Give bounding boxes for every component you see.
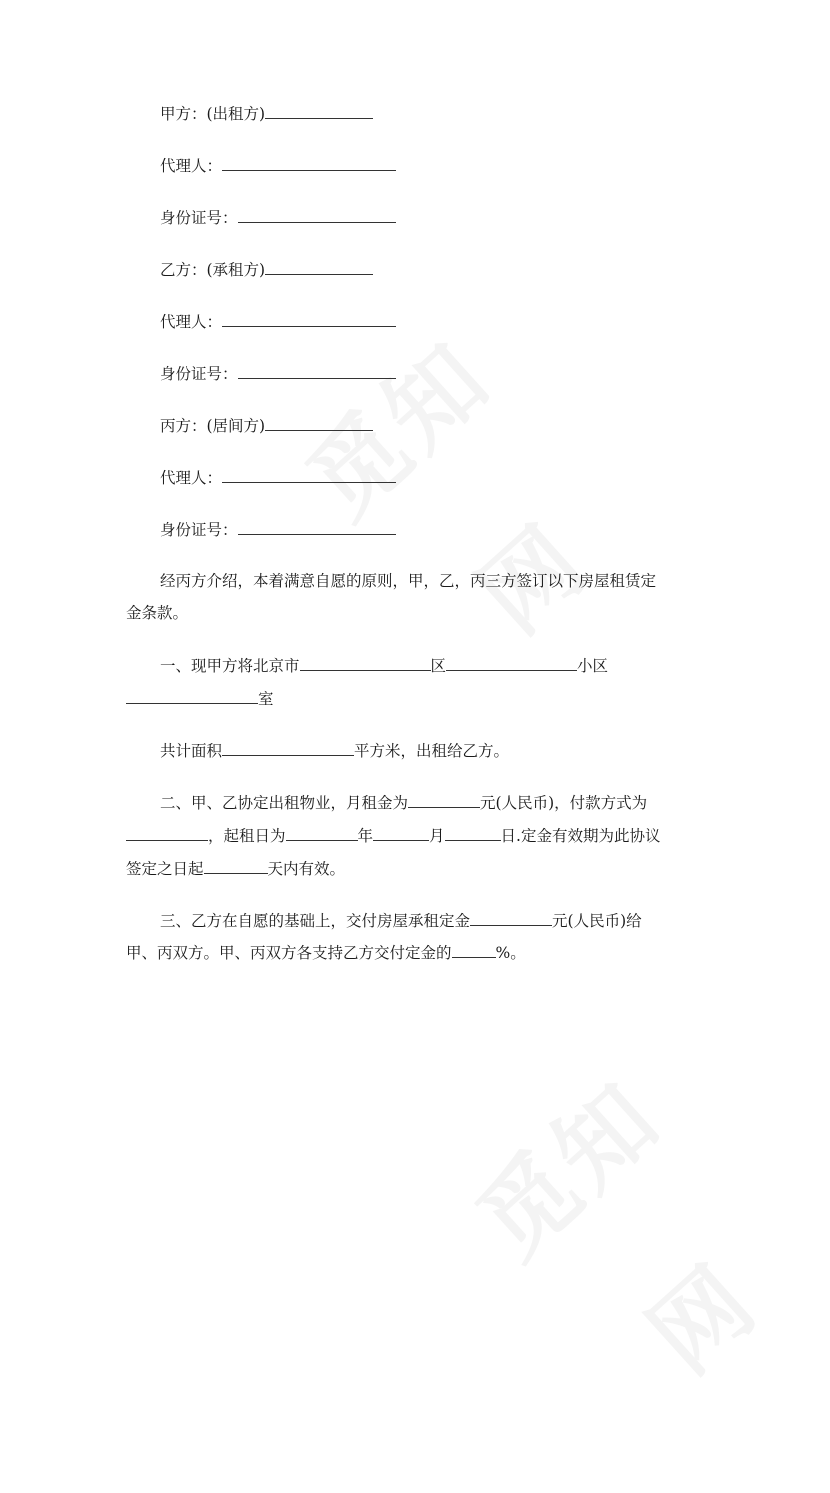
party-c-agent-label: 代理人： [160, 469, 223, 487]
year-label: 年 [357, 827, 374, 845]
month-label: 月 [429, 827, 445, 845]
clause-3-text-2: 甲、丙双方。甲、丙双方各支持乙方交付定金的 [126, 944, 452, 962]
party-a-agent-label: 代理人： [160, 157, 223, 175]
party-c-label: 丙方：(居间方) [160, 417, 266, 435]
payment-method-blank [126, 825, 208, 841]
party-c-id-blank [238, 519, 396, 535]
watermark [392, 995, 749, 1344]
party-b-agent-label: 代理人： [160, 313, 223, 331]
clause-3-text: 三、乙方在自愿的基础上，交付房屋承租定金 [160, 912, 471, 930]
clause-2-days-suffix: 天内有效。 [267, 860, 346, 878]
party-c-agent-row [160, 467, 396, 488]
clause-2-text: 二、甲、乙协定出租物业，月租金为 [160, 794, 409, 812]
percent-blank [452, 942, 496, 958]
party-b-agent-blank [222, 311, 396, 327]
party-a-id-label: 身份证号： [160, 209, 238, 227]
party-b-row [160, 259, 373, 280]
area-suffix: 平方米，出租给乙方。 [354, 742, 510, 760]
clause-2-validity: 日.定金有效期为此协议 [500, 827, 661, 845]
clause-1-line-1 [160, 655, 608, 676]
party-a-blank [265, 103, 373, 119]
party-c-row [160, 415, 373, 436]
room-blank [126, 688, 258, 704]
clause-2-currency: 元(人民币)，付款方式为 [480, 794, 648, 812]
clause-1-text: 一、现甲方将北京市 [160, 657, 300, 675]
party-a-agent-row [160, 155, 396, 176]
clause-1-line-2 [126, 688, 274, 709]
clause-2-sign-label: 签定之日起 [126, 860, 204, 878]
percent-label: %。 [495, 944, 526, 962]
area-label: 共计面积 [160, 742, 223, 760]
deposit-blank [470, 910, 552, 926]
party-b-label: 乙方：(承租方) [160, 261, 266, 279]
clause-2-line-3 [126, 858, 345, 879]
district-blank [300, 655, 431, 671]
party-c-id-label: 身份证号： [160, 521, 238, 539]
days-blank [204, 858, 268, 874]
party-a-id-row [160, 207, 396, 228]
party-b-id-label: 身份证号： [160, 365, 238, 383]
clause-3-currency: 元(人民币)给 [552, 912, 642, 930]
clause-2-start-label: ，起租日为 [208, 827, 286, 845]
clause-1-community-label: 小区 [577, 657, 609, 675]
clause-2-line-2 [126, 825, 660, 846]
clause-1-district-label: 区 [430, 657, 447, 675]
clause-3-line-1 [160, 910, 642, 931]
year-blank [286, 825, 358, 841]
party-b-id-blank [238, 363, 396, 379]
party-b-id-row [160, 363, 396, 384]
party-a-label: 甲方：(出租方) [160, 105, 266, 123]
party-c-id-row [160, 519, 396, 540]
party-a-agent-blank [222, 155, 396, 171]
community-blank [446, 655, 577, 671]
party-b-agent-row [160, 311, 396, 332]
party-c-blank [265, 415, 373, 431]
party-a-row [160, 103, 373, 124]
clause-1-room-label: 室 [258, 690, 274, 708]
rent-blank [408, 792, 480, 808]
party-c-agent-blank [222, 467, 396, 483]
clause-3-line-2 [126, 942, 526, 963]
day-blank [445, 825, 501, 841]
party-a-id-blank [238, 207, 396, 223]
month-blank [373, 825, 429, 841]
party-b-blank [265, 259, 373, 275]
clause-2-line-1 [160, 792, 647, 813]
intro-line-2: 金条款。 [126, 604, 189, 622]
clause-1-area-line [160, 740, 509, 761]
intro-line-1: 经丙方介绍，本着满意自愿的原则，甲，乙，丙三方签订以下房屋租赁定 [160, 572, 657, 590]
area-blank [222, 740, 354, 756]
